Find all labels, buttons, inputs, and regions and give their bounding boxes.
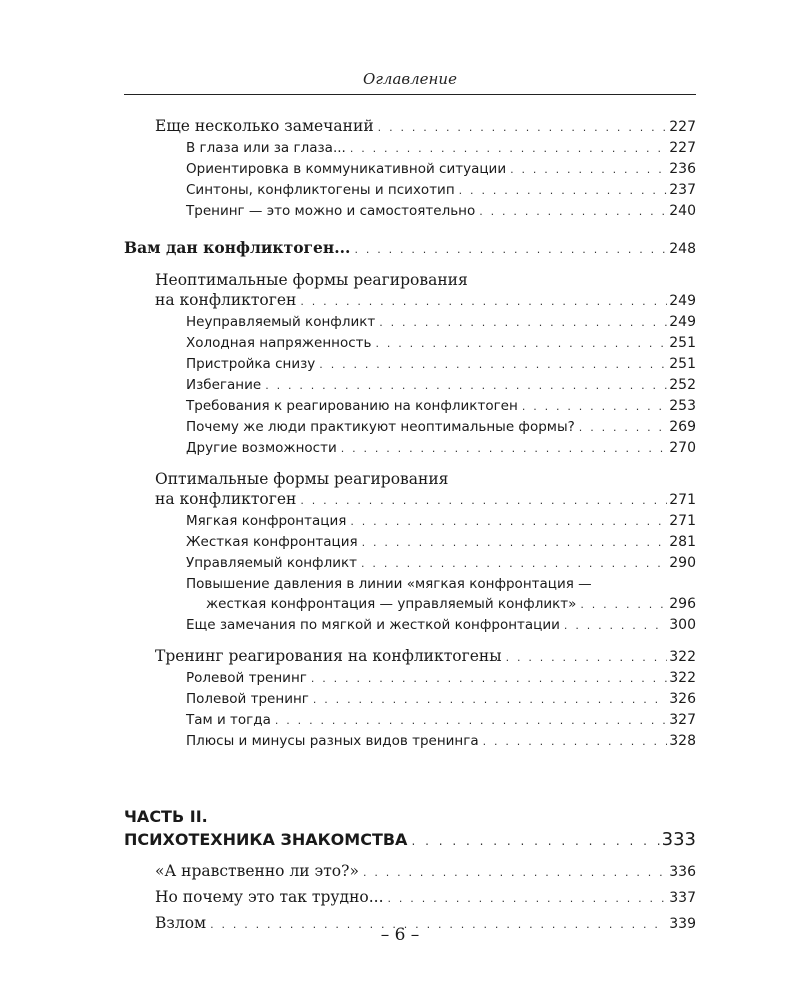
toc-entry[interactable] bbox=[186, 180, 696, 201]
toc-section-entry[interactable] bbox=[155, 646, 696, 668]
toc-entry[interactable] bbox=[186, 511, 696, 532]
toc-entry-page: 271 bbox=[669, 513, 696, 529]
toc-entry-page: 326 bbox=[669, 691, 696, 707]
toc-entry[interactable] bbox=[186, 417, 696, 438]
dot-leader bbox=[564, 616, 667, 636]
dot-leader bbox=[311, 669, 667, 689]
toc-entry-page: 339 bbox=[669, 916, 696, 932]
dot-leader bbox=[483, 732, 668, 752]
toc-entry-title: Еще замечания по мягкой и жесткой конфронтации bbox=[186, 615, 564, 635]
dot-leader bbox=[459, 181, 668, 201]
toc-entry-title: Еще несколько замечаний bbox=[155, 116, 378, 136]
toc-entry[interactable] bbox=[186, 138, 696, 159]
toc-entry-title-line2: на конфликтоген bbox=[155, 290, 300, 310]
toc-entry[interactable] bbox=[186, 159, 696, 180]
toc-entry-title: Тренинг реагирования на конфликтогены bbox=[155, 646, 506, 666]
toc-entry[interactable] bbox=[186, 375, 696, 396]
toc-entry[interactable] bbox=[155, 885, 696, 911]
dot-leader bbox=[375, 334, 667, 354]
table-of-contents bbox=[124, 116, 696, 937]
toc-entry-page: 322 bbox=[669, 670, 696, 686]
toc-entry-title: «А нравственно ли это?» bbox=[155, 859, 363, 883]
toc-entry[interactable] bbox=[186, 710, 696, 731]
toc-entry-page: 336 bbox=[669, 864, 696, 880]
dot-leader bbox=[362, 533, 668, 553]
toc-entry-page: 322 bbox=[669, 649, 696, 665]
toc-entry-page: 327 bbox=[669, 712, 696, 728]
toc-entry-title: Мягкая конфронтация bbox=[186, 511, 350, 531]
toc-entry-page: 251 bbox=[669, 356, 696, 372]
toc-entry-title: Другие возможности bbox=[186, 438, 341, 458]
dot-leader bbox=[510, 160, 667, 180]
dot-leader bbox=[300, 491, 667, 511]
toc-entry[interactable] bbox=[186, 333, 696, 354]
dot-leader bbox=[411, 829, 659, 853]
toc-entry-title: Жесткая конфронтация bbox=[186, 532, 362, 552]
toc-entry-page: 237 bbox=[669, 182, 696, 198]
toc-entry-title-line2: жесткая конфронтация — управляемый конфликт» bbox=[186, 594, 580, 614]
dot-leader bbox=[275, 711, 667, 731]
dot-leader bbox=[388, 887, 668, 911]
dot-leader bbox=[313, 690, 667, 710]
dot-leader bbox=[350, 512, 667, 532]
toc-entry[interactable] bbox=[186, 396, 696, 417]
dot-leader bbox=[341, 439, 668, 459]
dot-leader bbox=[479, 202, 667, 222]
toc-entry-title: Синтоны, конфликтогены и психотип bbox=[186, 180, 459, 200]
toc-entry-title: Там и тогда bbox=[186, 710, 275, 730]
toc-entry-title: Управляемый конфликт bbox=[186, 553, 361, 573]
toc-entry-title: Вам дан конфликтоген... bbox=[124, 238, 354, 258]
toc-entry[interactable] bbox=[186, 354, 696, 375]
toc-entry-page: 337 bbox=[669, 890, 696, 906]
toc-entry-page: 296 bbox=[669, 596, 696, 612]
toc-entry-title: Пристройка снизу bbox=[186, 354, 319, 374]
header-rule bbox=[124, 94, 696, 95]
toc-entry[interactable] bbox=[186, 532, 696, 553]
dot-leader bbox=[300, 292, 667, 312]
toc-entry[interactable] bbox=[155, 859, 696, 885]
toc-entry[interactable] bbox=[155, 116, 696, 138]
toc-entry-page: 333 bbox=[661, 829, 696, 850]
running-header: Оглавление bbox=[363, 70, 457, 88]
toc-entry-title: Ориентировка в коммуникативной ситуации bbox=[186, 159, 510, 179]
toc-section-entry[interactable] bbox=[155, 469, 696, 511]
toc-entry[interactable] bbox=[186, 312, 696, 333]
toc-entry-title: Холодная напряженность bbox=[186, 333, 375, 353]
dot-leader bbox=[580, 595, 667, 615]
dot-leader bbox=[506, 648, 668, 668]
toc-entry[interactable] bbox=[186, 668, 696, 689]
toc-entry-title: Неуправляемый конфликт bbox=[186, 312, 379, 332]
toc-entry-page: 236 bbox=[669, 161, 696, 177]
toc-chapter-entry[interactable] bbox=[124, 238, 696, 260]
toc-entry-title: ПСИХОТЕХНИКА ЗНАКОМСТВА bbox=[124, 828, 411, 852]
toc-entry-title: Плюсы и минусы разных видов тренинга bbox=[186, 731, 483, 751]
toc-entry-title: Избегание bbox=[186, 375, 265, 395]
toc-entry-title: Требования к реагированию на конфликтоген bbox=[186, 396, 522, 416]
toc-entry[interactable] bbox=[186, 438, 696, 459]
toc-entry-page: 240 bbox=[669, 203, 696, 219]
dot-leader bbox=[361, 554, 667, 574]
toc-entry-title-line2: на конфликтоген bbox=[155, 489, 300, 509]
toc-entry-title: Взлом bbox=[155, 911, 210, 935]
toc-entry-page: 249 bbox=[669, 293, 696, 309]
toc-entry[interactable] bbox=[186, 553, 696, 574]
toc-entry-page: 300 bbox=[669, 617, 696, 633]
toc-entry[interactable] bbox=[186, 689, 696, 710]
toc-entry[interactable] bbox=[186, 615, 696, 636]
toc-entry-page: 248 bbox=[669, 241, 696, 257]
toc-entry-page: 227 bbox=[669, 140, 696, 156]
toc-entry[interactable] bbox=[186, 574, 696, 615]
toc-entry-page: 227 bbox=[669, 119, 696, 135]
dot-leader bbox=[265, 376, 667, 396]
toc-entry-page: 271 bbox=[669, 492, 696, 508]
toc-entry-title: Тренинг — это можно и самостоятельно bbox=[186, 201, 479, 221]
toc-entry[interactable] bbox=[186, 201, 696, 222]
toc-section-entry[interactable] bbox=[155, 270, 696, 312]
toc-entry-page: 252 bbox=[669, 377, 696, 393]
part-label: ЧАСТЬ II. bbox=[124, 807, 208, 826]
toc-entry-title-line1: Повышение давления в линии «мягкая конфронтация — bbox=[186, 576, 592, 592]
dot-leader bbox=[579, 418, 667, 438]
toc-entry[interactable] bbox=[186, 731, 696, 752]
dot-leader bbox=[378, 118, 668, 138]
page-number: – 6 – bbox=[380, 925, 420, 945]
toc-entry-title: Полевой тренинг bbox=[186, 689, 313, 709]
toc-entry-page: 328 bbox=[669, 733, 696, 749]
toc-entry-title: В глаза или за глаза... bbox=[186, 138, 350, 158]
toc-entry-page: 249 bbox=[669, 314, 696, 330]
toc-entry-page: 281 bbox=[669, 534, 696, 550]
toc-entry-page: 253 bbox=[669, 398, 696, 414]
toc-entry-title: Почему же люди практикуют неоптимальные формы? bbox=[186, 417, 579, 437]
toc-entry-title: Но почему это так трудно... bbox=[155, 885, 388, 909]
toc-entry-title-line1: Неоптимальные формы реагирования bbox=[155, 271, 468, 289]
toc-entry-page: 269 bbox=[669, 419, 696, 435]
toc-entry-page: 251 bbox=[669, 335, 696, 351]
dot-leader bbox=[363, 861, 667, 885]
dot-leader bbox=[522, 397, 667, 417]
toc-entry-title: Ролевой тренинг bbox=[186, 668, 311, 688]
toc-entry-page: 290 bbox=[669, 555, 696, 571]
dot-leader bbox=[354, 240, 667, 260]
dot-leader bbox=[379, 313, 667, 333]
dot-leader bbox=[350, 139, 667, 159]
toc-part-entry[interactable] bbox=[124, 828, 696, 853]
toc-entry-title-line1: Оптимальные формы реагирования bbox=[155, 470, 449, 488]
toc-entry-page: 270 bbox=[669, 440, 696, 456]
dot-leader bbox=[319, 355, 667, 375]
